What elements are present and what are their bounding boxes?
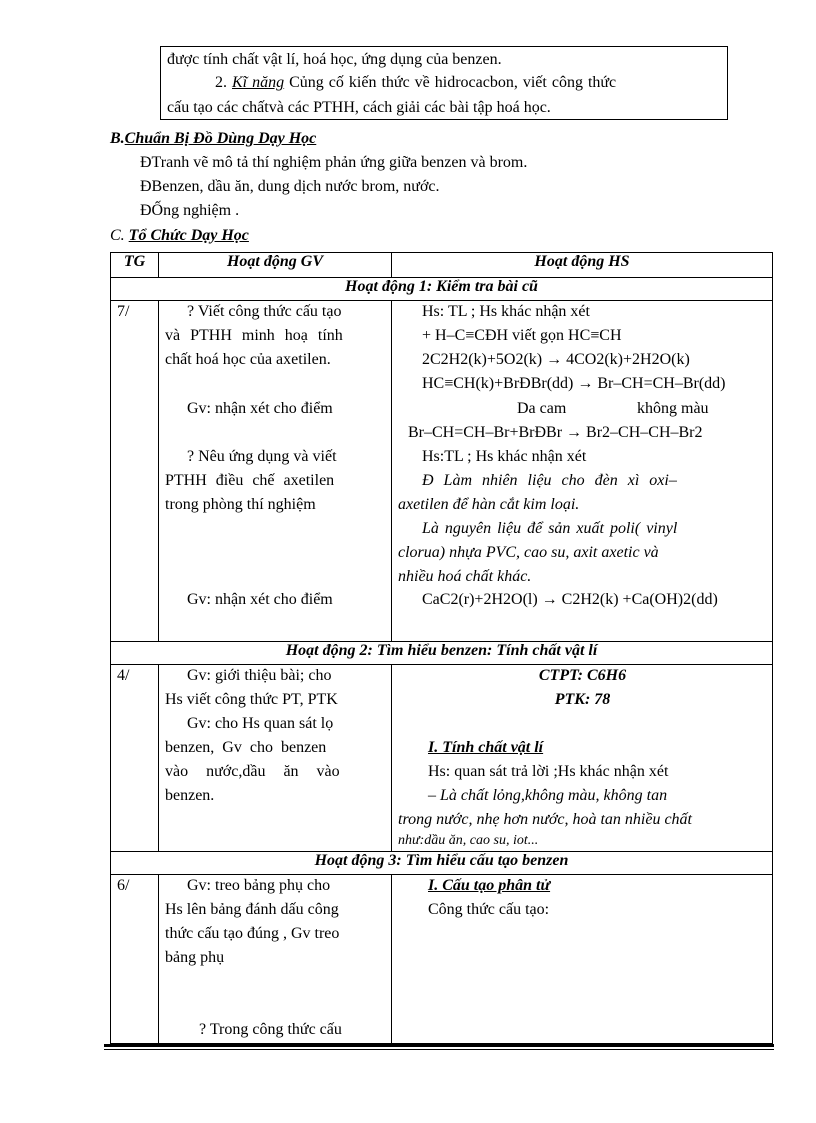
activity-3-gv-cell bbox=[159, 875, 392, 1044]
activity-2-hs-cell bbox=[392, 665, 773, 852]
skills-label: Kĩ năng bbox=[232, 74, 285, 91]
gv-line: vào nước,dầu ăn vào bbox=[165, 763, 340, 780]
gv-line: Hs viết công thức PT, PTK bbox=[165, 691, 338, 708]
gv-line: ? Nêu ứng dụng và viết bbox=[187, 448, 337, 465]
formula-ptk: PTK: 78 bbox=[554, 691, 611, 708]
hs-equation: HC≡CH(k)+BrĐBr(dd) → Br–CH=CH–Br(dd) bbox=[422, 375, 726, 392]
header-gv: Hoạt động GV bbox=[159, 253, 392, 278]
activity-3-title: Hoạt động 3: Tìm hiểu cấu tạo benzen bbox=[111, 852, 773, 875]
activity-1-row bbox=[111, 301, 773, 642]
gv-line: và PTHH minh hoạ tính bbox=[165, 327, 343, 344]
objectives-box bbox=[160, 46, 728, 120]
activity-3-row bbox=[111, 875, 773, 1044]
hs-line: – Là chất lỏng,không màu, không tan bbox=[428, 787, 668, 804]
gv-line: ? Viết công thức cấu tạo bbox=[187, 303, 342, 320]
activity-2-title-row bbox=[111, 642, 773, 665]
hs-line: Hs: quan sát trả lời ;Hs khác nhận xét bbox=[428, 763, 669, 780]
section-b-title: Chuẩn Bị Đồ Dùng Dạy Học bbox=[124, 130, 317, 147]
activity-3-time: 6/ bbox=[117, 877, 130, 894]
gv-line: benzen, Gv cho benzen bbox=[165, 739, 327, 756]
hs-color-label: Da cam bbox=[517, 400, 567, 417]
section-c-heading: C. Tổ Chức Dạy Học bbox=[110, 227, 249, 244]
hs-equation: 2C2H2(k)+5O2(k) → 4CO2(k)+2H2O(k) bbox=[422, 351, 690, 368]
gv-line: ? Trong công thức cấu bbox=[199, 1021, 342, 1038]
gv-line: Gv: nhận xét cho điểm bbox=[187, 591, 333, 608]
header-tg: TG bbox=[111, 253, 159, 278]
hs-line: Hs:TL ; Hs khác nhận xét bbox=[422, 448, 587, 465]
hs-line: axetilen để hàn cắt kim loại. bbox=[398, 496, 580, 513]
gv-line: Gv: giới thiệu bài; cho bbox=[187, 667, 332, 684]
footer-rule-thick bbox=[104, 1044, 774, 1047]
hs-equation: Br–CH=CH–Br+BrĐBr → Br2–CH–CH–Br2 bbox=[408, 424, 703, 441]
gv-line: Gv: cho Hs quan sát lọ bbox=[187, 715, 334, 732]
header-hs: Hoạt động HS bbox=[392, 253, 773, 278]
section-b-heading: B.Chuẩn Bị Đồ Dùng Dạy Học bbox=[110, 130, 317, 147]
gv-line: bảng phụ bbox=[165, 949, 225, 966]
hs-line: + H–C≡CĐH viết gọn HC≡CH bbox=[422, 327, 622, 344]
prep-item-3: ĐỐng nghiệm . bbox=[140, 202, 240, 219]
hs-line: nhiều hoá chất khác. bbox=[398, 568, 532, 585]
formula-ctpt: CTPT: C6H6 bbox=[538, 667, 627, 684]
activity-3-hs-cell bbox=[392, 875, 773, 1044]
hs-color-label: không màu bbox=[637, 400, 709, 417]
hs-line: clorua) nhựa PVC, cao su, axit axetic và bbox=[398, 544, 659, 561]
physical-properties-heading: I. Tính chất vật lí bbox=[428, 739, 544, 756]
prep-item-1: ĐTranh vẽ mô tả thí nghiệm phản ứng giữa benzen và brom. bbox=[140, 154, 528, 171]
gv-line: Gv: nhận xét cho điểm bbox=[187, 400, 333, 417]
structure-heading: I. Cấu tạo phân tử bbox=[428, 877, 551, 894]
activity-3-title-row bbox=[111, 852, 773, 875]
activity-1-gv-cell bbox=[159, 301, 392, 642]
activity-3-tg-cell bbox=[111, 875, 159, 1044]
activity-1-time: 7/ bbox=[117, 303, 130, 320]
objectives-line-3: cấu tạo các chấtvà các PTHH, cách giải các bài tập hoá học. bbox=[167, 99, 551, 116]
lesson-table bbox=[110, 252, 773, 1044]
footer-rule-thin bbox=[104, 1049, 774, 1050]
gv-line: PTHH điều chế axetilen bbox=[165, 472, 335, 489]
objectives-line-1: được tính chất vật lí, hoá học, ứng dụng của benzen. bbox=[167, 51, 502, 68]
hs-line: Đ Làm nhiên liệu cho đèn xì oxi– bbox=[422, 472, 677, 489]
structural-formula-label: Công thức cấu tạo: bbox=[428, 901, 550, 918]
activity-1-hs-cell bbox=[392, 301, 773, 642]
gv-line: chất hoá học của axetilen. bbox=[165, 351, 331, 368]
hs-line: trong nước, nhẹ hơn nước, hoà tan nhiều chất bbox=[398, 811, 692, 828]
prep-item-2: ĐBenzen, dầu ăn, dung dịch nước brom, nước. bbox=[140, 178, 440, 195]
gv-line: benzen. bbox=[165, 787, 215, 804]
activity-1-title-row bbox=[111, 278, 773, 301]
hs-equation: CaC2(r)+2H2O(l) → C2H2(k) +Ca(OH)2(dd) bbox=[422, 591, 718, 608]
hs-line: Là nguyên liệu để sản xuất poli( vinyl bbox=[422, 520, 678, 537]
objectives-line-2: 2. Kĩ năng Củng cố kiến thức về hidrocacbon, viết công thức bbox=[215, 74, 617, 91]
activity-2-title: Hoạt động 2: Tìm hiểu benzen: Tính chất vật lí bbox=[111, 642, 773, 665]
activity-2-tg-cell bbox=[111, 665, 159, 852]
activity-1-tg-cell bbox=[111, 301, 159, 642]
activity-2-gv-cell bbox=[159, 665, 392, 852]
section-c-title: Tổ Chức Dạy Học bbox=[128, 227, 249, 244]
hs-line: như:dầu ăn, cao su, iot... bbox=[398, 833, 539, 848]
hs-line: Hs: TL ; Hs khác nhận xét bbox=[422, 303, 590, 320]
activity-2-time: 4/ bbox=[117, 667, 130, 684]
activity-1-title: Hoạt động 1: Kiểm tra bài cũ bbox=[111, 278, 773, 301]
gv-line: thức cấu tạo đúng , Gv treo bbox=[165, 925, 340, 942]
gv-line: Gv: treo bảng phụ cho bbox=[187, 877, 331, 894]
table-header-row bbox=[111, 253, 773, 278]
gv-line: trong phòng thí nghiệm bbox=[165, 496, 316, 513]
activity-2-row bbox=[111, 665, 773, 852]
gv-line: Hs lên bảng đánh dấu công bbox=[165, 901, 339, 918]
